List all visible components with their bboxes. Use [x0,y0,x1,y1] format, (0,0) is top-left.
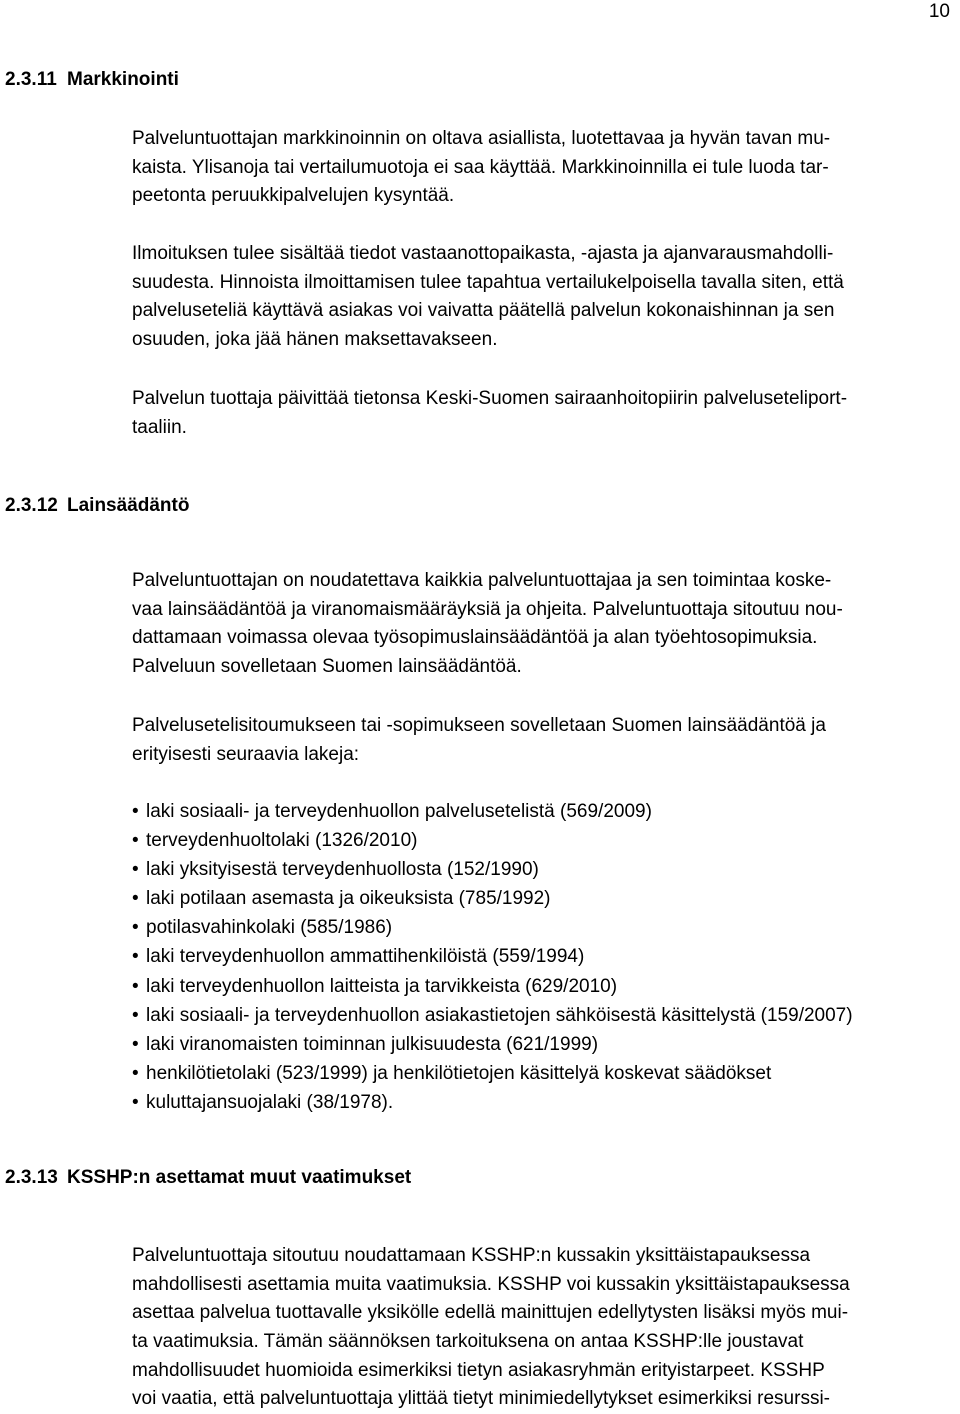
law-list [132,797,853,1117]
text-line: peetonta peruukkipalvelujen kysyntää. [132,185,455,207]
law-name: terveydenhuoltolaki (1326/2010) [146,830,418,852]
list-item [132,1001,853,1030]
law-name: laki potilaan asemasta ja oikeuksista (785/1992) [146,888,551,910]
bullet-icon: • [132,917,139,939]
law-name: henkilötietolaki (523/1999) ja henkilötietojen käsittelyä koskevat säädökset [146,1062,772,1084]
text-line: kaista. Ylisanoja tai vertailumuotoja ei saa käyttää. Markkinoinnilla ei tule luoda tar- [132,156,829,178]
list-item [132,1030,853,1059]
section-title: KSSHP:n asettamat muut vaatimukset [67,1167,412,1188]
text-line: voi vaatia, että palveluntuottaja ylittää tietyt minimiedellytykset esimerkiksi resurssi- [132,1388,830,1410]
list-item [132,1088,853,1117]
section-title: Markkinointi [67,69,179,90]
text-line: osuuden, joka jää hänen maksettavakseen. [132,329,498,351]
bullet-icon: • [132,830,139,852]
paragraph-marketing-rules [132,125,952,211]
law-name: laki terveydenhuollon laitteista ja tarvikkeista (629/2010) [146,975,618,997]
bullet-icon: • [132,1062,139,1084]
section-heading-ksshp-requirements [5,1166,411,1190]
text-line: Ilmoituksen tulee sisältää tiedot vastaanottopaikasta, -ajasta ja ajanvarausmahdolli- [132,243,834,264]
list-item [132,972,853,1001]
law-name: laki sosiaali- ja terveydenhuollon palvelusetelistä (569/2009) [146,801,652,822]
text-line: mahdollisesti asettamia muita vaatimuksia. KSSHP voi kussakin yksittäistapauksessa [132,1273,850,1295]
law-name: potilasvahinkolaki (585/1986) [146,917,393,939]
law-name: laki viranomaisten toiminnan julkisuudesta (621/1999) [146,1033,599,1055]
text-line: asettaa palvelua tuottavalle yksikölle edellä mainittujen edellytysten lisäksi myös mui- [132,1302,849,1324]
section-number: 2.3.13 [5,1167,58,1188]
section-number: 2.3.12 [5,495,58,516]
text-line: suudesta. Hinnoista ilmoittamisen tulee tapahtua vertailukelpoisella tavalla siten, että [132,271,844,293]
law-name: laki yksityisestä terveydenhuollosta (152/1990) [146,859,539,881]
text-line: dattamaan voimassa olevaa työsopimuslainsäädäntöä ja alan työehtosopimuksia. [132,627,818,649]
paragraph-applicable-laws-intro [132,712,952,769]
list-item [132,913,853,942]
bullet-icon: • [132,975,139,997]
text-line: vaa lainsäädäntöä ja viranomaismääräyksiä ja ohjeita. Palveluntuottaja sitoutuu nou- [132,598,843,620]
law-name: laki terveydenhuollon ammattihenkilöistä (559/1994) [146,946,585,968]
paragraph-ksshp-requirements [132,1242,952,1414]
list-item [132,942,853,971]
list-item [132,855,853,884]
text-line: mahdollisuudet huomioida esimerkiksi tietyn asiakasryhmän erityistarpeet. KSSHP [132,1359,825,1381]
section-heading-lainsaadanto [5,494,189,518]
bullet-icon: • [132,888,139,910]
text-line: erityisesti seuraavia lakeja: [132,743,360,765]
paragraph-portal-update [132,385,952,442]
paragraph-legislation-compliance [132,567,952,682]
list-item [132,826,853,855]
text-line: taaliin. [132,416,187,438]
page-number: 10 [928,1,950,22]
text-line: Palveluntuottaja sitoutuu noudattamaan KSSHP:n kussakin yksittäistapauksessa [132,1245,811,1266]
law-name: laki sosiaali- ja terveydenhuollon asiakastietojen sähköisestä käsittelystä (159/2007) [146,1004,853,1026]
list-item [132,797,853,826]
bullet-icon: • [132,1091,139,1113]
section-number: 2.3.11 [5,69,57,90]
bullet-icon: • [132,1004,139,1026]
list-item [132,884,853,913]
text-line: Palveluun sovelletaan Suomen lainsäädäntöä. [132,656,522,678]
text-line: ta vaatimuksia. Tämän säännöksen tarkoituksena on antaa KSSHP:lle joustavat [132,1331,804,1353]
bullet-icon: • [132,946,139,968]
paragraph-announcement-info [132,240,952,355]
text-line: Palveluntuottajan markkinoinnin on oltava asiallista, luotettavaa ja hyvän tavan mu- [132,128,831,149]
text-line: Palveluntuottajan on noudatettava kaikkia palveluntuottajaa ja sen toimintaa koske- [132,570,832,591]
law-name: kuluttajansuojalaki (38/1978). [146,1091,394,1113]
text-line: Palvelun tuottaja päivittää tietonsa Keski-Suomen sairaanhoitopiirin palveluseteliport- [132,388,848,409]
text-line: Palvelusetelisitoumukseen tai -sopimukseen sovelletaan Suomen lainsäädäntöä ja [132,715,826,736]
bullet-icon: • [132,859,139,881]
section-heading-markkinointi [5,68,179,92]
bullet-icon: • [132,1033,139,1055]
section-title: Lainsäädäntö [67,495,190,516]
bullet-icon: • [132,801,139,822]
list-item [132,1059,853,1088]
text-line: palveluseteliä käyttävä asiakas voi vaivatta päätellä palvelun kokonaishinnan ja sen [132,300,835,322]
